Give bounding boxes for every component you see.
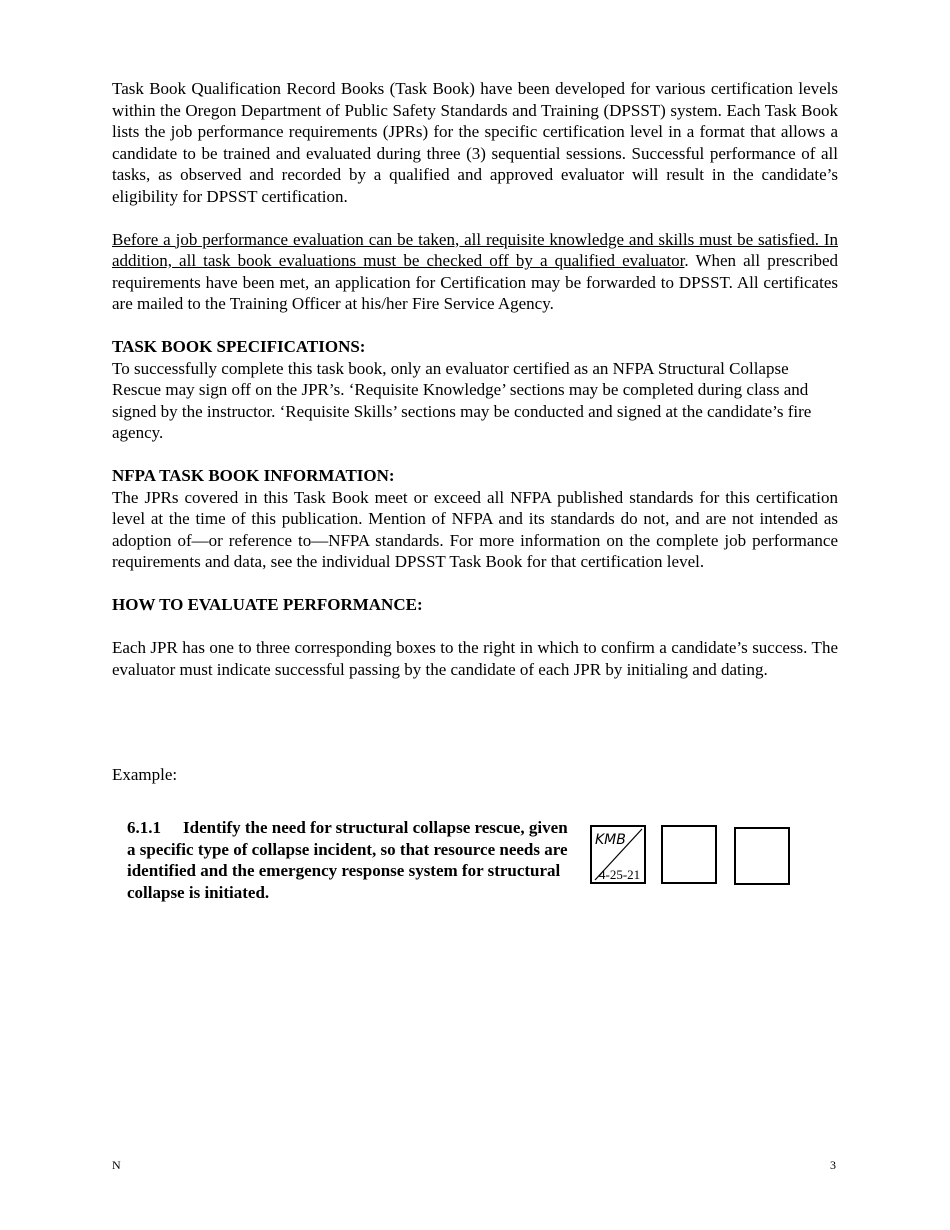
signoff-date: 4-25-21: [599, 867, 641, 882]
signoff-box-1[interactable]: [590, 825, 646, 884]
footer-left-text: N: [112, 1158, 121, 1172]
requirements-paragraph: [112, 229, 838, 315]
requirements-rest-text: . When all prescribed requirements have been met, an application for Certification may be forwarded to DPSST. All certificates are mailed to the Training Officer at his/her Fire Service Agency.: [112, 251, 838, 313]
specs-body: To successfully complete this task book, only an evaluator certified as an NFPA Structural Collapse Rescue may sign off on the JPR’s. ‘Requisite Knowledge’ sections may be completed during class and signed by the instructor. ‘Requisite Skills’ sections may be conducted and signed at the candidate’s fire agency.: [112, 358, 812, 442]
requirements-underlined-text: Before a job performance evaluation can be taken, all requisite knowledge and skills must be satisfied. In addition, all task book evaluations must be checked off by a qualified evaluator: [112, 229, 838, 270]
example-label: Example:: [112, 765, 178, 784]
evaluate-heading: HOW TO EVALUATE PERFORMANCE:: [112, 595, 423, 614]
nfpa-heading: NFPA TASK BOOK INFORMATION:: [112, 466, 395, 485]
document-body: [112, 78, 838, 680]
example-jpr-number: 6.1.1: [127, 818, 161, 837]
signoff-box-3[interactable]: [734, 827, 790, 885]
signoff-box-2[interactable]: [661, 825, 717, 884]
specs-heading: TASK BOOK SPECIFICATIONS:: [112, 337, 366, 356]
intro-paragraph: Task Book Qualification Record Books (Task Book) have been developed for various certification levels within the Oregon Department of Public Safety Standards and Training (DPSST) system. Each Task Book lists the job performance requirements (JPRs) for the specific certification level in a format that allows a candidate to be trained and evaluated during three (3) sequential sessions. Successful performance of all tasks, as observed and recorded by a qualified and approved evaluator will result in the candidate’s eligibility for DPSST certification.: [112, 79, 838, 206]
evaluator-initials: KMB: [595, 832, 626, 848]
example-jpr-text: Identify the need for structural collapse rescue, given a specific type of collapse incident, so that resource needs are identified and the emergency response system for structural collapse is initiated.: [127, 818, 568, 902]
example-jpr: [127, 817, 577, 903]
evaluate-body: Each JPR has one to three corresponding boxes to the right in which to confirm a candidate’s success. The evaluator must indicate successful passing by the candidate of each JPR by initialing and dating.: [112, 638, 838, 679]
page-number: 3: [830, 1158, 836, 1172]
nfpa-body: The JPRs covered in this Task Book meet or exceed all NFPA published standards for this certification level at the time of this publication. Mention of NFPA and its standards do not, and are not intended as adoption of—or reference to—NFPA standards. For more information on the complete job performance requirements and data, see the individual DPSST Task Book for that certification level.: [112, 487, 838, 571]
